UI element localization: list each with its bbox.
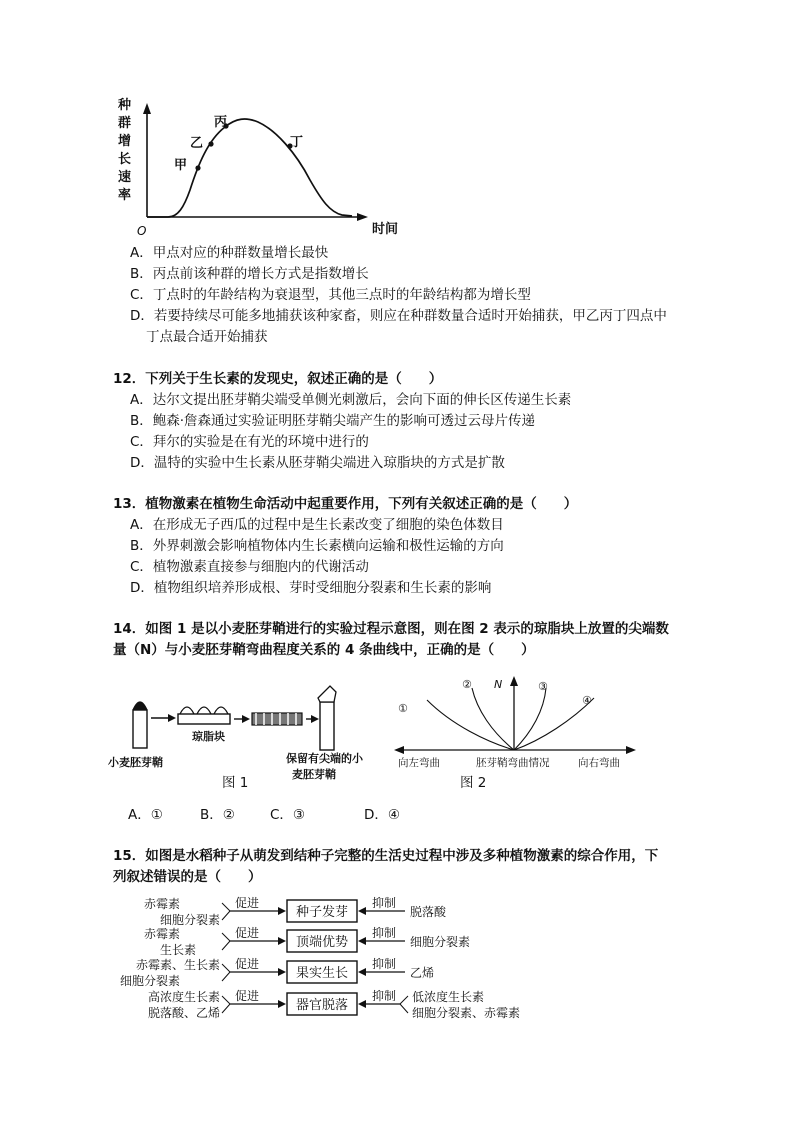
- seedling-coleoptile: [133, 710, 147, 748]
- row4-inhibit-arrow-icon: [358, 1000, 366, 1008]
- curve-label-4: ④: [582, 694, 592, 707]
- q14-stem-line2: 量（N）与小麦胚芽鞘弯曲程度关系的 4 条曲线中，正确的是（ ）: [113, 642, 535, 658]
- row2-left-1: 赤霉素: [143, 927, 180, 941]
- q11-option-a: A．甲点对应的种群数量增长最快: [130, 245, 329, 261]
- treated-agar-block: [252, 713, 302, 725]
- x-axis-arrow-icon: [357, 213, 368, 221]
- box-fruit-growth-label: 果实生长: [295, 966, 349, 981]
- origin-label: O: [137, 224, 147, 238]
- row2-inhibit: 抑制: [372, 926, 397, 940]
- y-axis-label: [117, 97, 132, 203]
- q13-option-b: B．外界刺激会影响植物体内生长素横向运输和极性运输的方向: [130, 538, 504, 554]
- row4-inhibit: 抑制: [372, 989, 397, 1003]
- n-axis-arrow-icon: [510, 676, 518, 686]
- point-yi: [208, 141, 213, 146]
- box-organ-abscission-label: 器官脱落: [295, 998, 349, 1013]
- q14-choice-d: D．④: [364, 807, 400, 823]
- agar-block: [178, 714, 230, 724]
- q11-option-c: C．丁点时的年龄结构为衰退型，其他三点时的年龄结构都为增长型: [130, 287, 531, 303]
- result-coleoptile: [320, 702, 334, 750]
- q11-option-b: B．丙点前该种群的增长方式是指数增长: [130, 266, 369, 282]
- row4-promote: 促进: [235, 989, 260, 1003]
- q13-stem: 13．植物激素在植物生命活动中起重要作用，下列有关叙述正确的是（ ）: [113, 496, 578, 512]
- label-bend-left: 向左弯曲: [398, 757, 440, 769]
- row2-right-1: 细胞分裂素: [410, 935, 471, 949]
- q12-option-d: D．温特的实验中生长素从胚芽鞘尖端进入琼脂块的方式是扩散: [130, 455, 505, 471]
- curve-label-2: ②: [462, 678, 472, 691]
- q14-choice-c: C．③: [270, 807, 306, 823]
- seedling-tip: [133, 702, 147, 710]
- row3-promote: 促进: [235, 957, 260, 971]
- label-result-1: 保留有尖端的小: [286, 752, 363, 765]
- row3-promote-arrow-icon: [278, 968, 286, 976]
- curve-3: [514, 688, 546, 750]
- row1-right-1: 脱落酸: [410, 905, 447, 919]
- arrow-3-head-icon: [311, 715, 319, 723]
- row4-right-1: 低浓度生长素: [412, 990, 485, 1004]
- curve-1: [427, 700, 514, 750]
- q12-option-a: A．达尔文提出胚芽鞘尖端受单侧光刺激后，会向下面的伸长区传递生长素: [130, 392, 572, 408]
- row2-promote-arrow-icon: [278, 937, 286, 945]
- figure-2-caption: 图 2: [460, 775, 487, 791]
- row2-inhibit-arrow-icon: [358, 937, 366, 945]
- row3-right-1: 乙烯: [410, 966, 435, 980]
- ylabel-char: 速: [118, 170, 132, 185]
- point-jia: [195, 165, 200, 170]
- row1-inhibit: 抑制: [372, 896, 397, 910]
- result-agar-on-top: [318, 686, 336, 702]
- q15-stem-line1: 15．如图是水稻种子从萌发到结种子完整的生活史过程中涉及多种植物激素的综合作用，下: [113, 848, 659, 864]
- row4-left-2: 脱落酸、乙烯: [147, 1006, 220, 1020]
- n-axis-label: N: [494, 678, 503, 691]
- point-label-yi: 乙: [190, 136, 204, 151]
- arrow-1-head-icon: [168, 714, 176, 722]
- arrow-2-head-icon: [242, 715, 250, 723]
- ylabel-char: 种: [118, 98, 132, 113]
- point-label-jia: 甲: [174, 158, 188, 173]
- row1-left-1: 赤霉素: [143, 897, 180, 911]
- q12-option-c: C．拜尔的实验是在有光的环境中进行的: [130, 434, 369, 450]
- q14-choice-b: B．②: [200, 807, 235, 823]
- row4-promote-arrow-icon: [278, 1000, 286, 1008]
- q15-stem-line2: 列叙述错误的是（ ）: [113, 869, 262, 885]
- box-seed-germination-label: 种子发芽: [295, 905, 349, 920]
- label-result-2: 麦胚芽鞘: [292, 768, 336, 781]
- row3-left-1: 赤霉素、生长素: [135, 958, 220, 972]
- y-axis-arrow-icon: [143, 103, 151, 114]
- curve-2: [472, 688, 514, 750]
- point-label-ding: 丁: [290, 135, 304, 150]
- label-bend-mid: 胚芽鞘弯曲情况: [476, 757, 550, 769]
- label-bend-right: 向右弯曲: [578, 757, 620, 769]
- curve-label-3: ③: [538, 680, 548, 693]
- q14-choice-a: A．①: [128, 807, 163, 823]
- population-growth-rate-graph: [110, 95, 420, 245]
- bend-axis-left-arrow-icon: [394, 746, 404, 754]
- row2-promote: 促进: [235, 926, 260, 940]
- x-axis-label: 时间: [372, 222, 399, 237]
- q11-option-d-cont: 丁点最合适开始捕获: [146, 329, 268, 345]
- figure-2-curves: [392, 670, 642, 775]
- row1-promote: 促进: [235, 896, 260, 910]
- row1-inhibit-arrow-icon: [358, 907, 366, 915]
- q12-stem: 12．下列关于生长素的发现史，叙述正确的是（ ）: [113, 371, 443, 387]
- q13-option-d: D．植物组织培养形成根、芽时受细胞分裂素和生长素的影响: [130, 580, 492, 596]
- bend-axis-right-arrow-icon: [626, 746, 636, 754]
- row3-inhibit-arrow-icon: [358, 968, 366, 976]
- row3-left-2: 细胞分裂素: [119, 974, 180, 988]
- q13-option-a: A．在形成无子西瓜的过程中是生长素改变了细胞的染色体数目: [130, 517, 504, 533]
- ylabel-char: 率: [118, 188, 132, 203]
- curve-label-1: ①: [398, 702, 408, 715]
- row1-left-2: 细胞分裂素: [159, 913, 220, 927]
- tip-on-agar: [214, 707, 228, 714]
- row4-left-1: 高浓度生长素: [147, 990, 220, 1004]
- ylabel-char: 长: [118, 152, 132, 167]
- row3-inhibit: 抑制: [372, 957, 397, 971]
- row2-left-2: 生长素: [159, 943, 196, 957]
- figure-1-caption: 图 1: [222, 775, 249, 791]
- row4-right-2: 细胞分裂素、赤霉素: [412, 1006, 521, 1020]
- ylabel-char: 增: [118, 134, 132, 149]
- q14-stem-line1: 14．如图 1 是以小麦胚芽鞘进行的实验过程示意图，则在图 2 表示的琼脂块上放置的尖端数: [113, 621, 669, 637]
- label-seedling: 小麦胚芽鞘: [108, 756, 163, 769]
- hormone-flow-diagram: [110, 893, 580, 1028]
- ylabel-char: 群: [118, 116, 132, 131]
- label-agar: 琼脂块: [192, 730, 225, 743]
- box-apical-dominance-label: 顶端优势: [295, 935, 349, 950]
- q11-option-d: D．若要持续尽可能多地捕获该种家畜，则应在种群数量合适时开始捕获，甲乙丙丁四点中: [130, 308, 667, 324]
- q12-option-b: B．鲍森·詹森通过实验证明胚芽鞘尖端产生的影响可透过云母片传递: [130, 413, 536, 429]
- row1-promote-arrow-icon: [278, 907, 286, 915]
- point-label-bing: 丙: [214, 115, 228, 130]
- tip-on-agar: [180, 707, 194, 714]
- q13-option-c: C．植物激素直接参与细胞内的代谢活动: [130, 559, 369, 575]
- tip-on-agar: [197, 707, 211, 714]
